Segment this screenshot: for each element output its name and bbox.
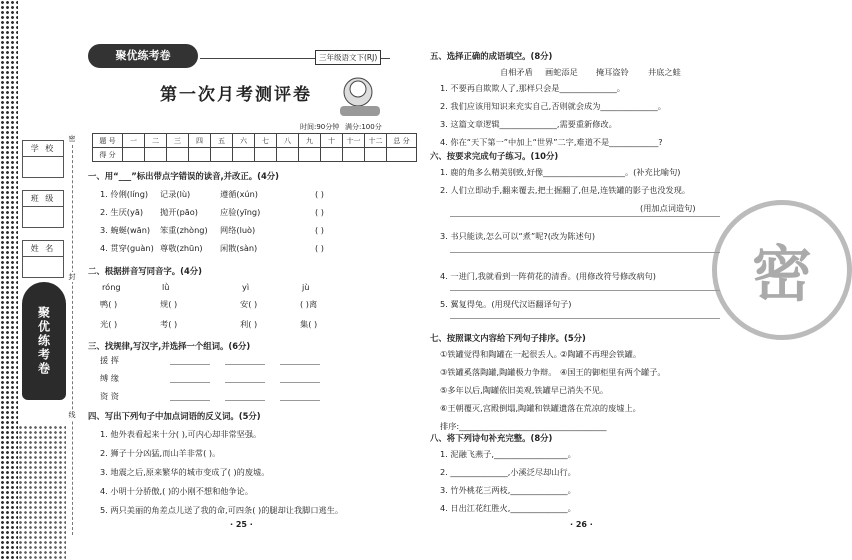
answer-line[interactable] [225, 400, 265, 401]
score-header-cell: 十 [321, 134, 343, 148]
pinyin-item: 记录(lù) [160, 189, 191, 199]
answer-line[interactable] [450, 318, 720, 319]
order-item: ①铁罐觉得和陶罐在一起很丢人。 [440, 349, 562, 359]
page-number-left: · 25 · [230, 520, 253, 529]
idiom-question: 1. 不要再自欺欺人了,那样只会是______________。 [440, 83, 625, 93]
sentence-task: 5. 翼复得兔。(用现代汉语翻译句子) [440, 299, 572, 309]
score-header-cell: 十二 [365, 134, 387, 148]
school-box [22, 140, 64, 178]
grade-label: 三年级语文下(RJ) [315, 50, 381, 65]
char-blank[interactable]: 规( ) [160, 299, 178, 309]
section-8-title: 八、将下列诗句补充完整。(8分) [430, 433, 553, 443]
order-item: ③铁罐奚落陶罐,陶罐极力争辩。 [440, 367, 557, 377]
sentence-item: 2. 狮子十分凶猛,而山羊非常( )。 [100, 448, 221, 458]
section-3-title: 三、找规律,写汉字,并选择一个组词。(6分) [88, 341, 251, 351]
side-logo: 聚优练考卷 [22, 282, 66, 400]
pinyin-label: róng [102, 282, 121, 292]
class-box [22, 190, 64, 228]
name-blank[interactable] [23, 257, 63, 277]
score-header-cell: 题 号 [93, 134, 123, 148]
pinyin-item: 网络(luò) [220, 225, 256, 235]
answer-line[interactable] [450, 290, 720, 291]
score-cell[interactable] [233, 148, 255, 162]
char-pair: 援 挥 [100, 355, 119, 365]
score-header-cell: 九 [299, 134, 321, 148]
answer-line[interactable] [280, 400, 320, 401]
dot-pattern-bottom [18, 425, 66, 560]
order-item: ⑥王朝覆灭,宫殿倒塌,陶罐和铁罐遗落在荒凉的废墟上。 [440, 403, 641, 413]
pinyin-item: 尊敬(zhūn) [160, 243, 203, 253]
idiom-option: 井底之蛙 [648, 67, 681, 77]
exam-time: 时间:90分钟 [300, 123, 340, 131]
answer-line[interactable] [225, 382, 265, 383]
sentence-item: 5. 两只美丽的角差点儿送了我的命,可四条( )的腿却让我脚口逃生。 [100, 505, 344, 515]
char-pair: 资 资 [100, 391, 119, 401]
score-cell[interactable] [123, 148, 145, 162]
answer-line[interactable] [450, 216, 720, 217]
answer-line[interactable] [170, 382, 210, 383]
idiom-option: 掩耳盗铃 [596, 67, 629, 77]
answer-line[interactable] [170, 364, 210, 365]
pinyin-item: 1. 伶俐(líng) [100, 189, 149, 199]
char-blank[interactable]: 安( ) [240, 299, 258, 309]
sentence-task: 4. 一进门,我就看到一阵荷花的清香。(用修改符号修改病句) [440, 271, 656, 281]
secret-seal-stamp: 密 [712, 200, 852, 340]
page-title: 第一次月考测评卷 [160, 85, 312, 105]
score-cell[interactable] [211, 148, 233, 162]
header-logo: 聚优练考卷 [88, 44, 198, 68]
score-header-cell: 二 [145, 134, 167, 148]
sentence-task: 1. 鹿的角多么精美别致,好像____________________。(补充比喻句) [440, 167, 681, 177]
idiom-question: 3. 这篇文章逻辑______________,需要重新修改。 [440, 119, 617, 129]
score-header-cell: 七 [255, 134, 277, 148]
char-blank[interactable]: 光( ) [100, 319, 118, 329]
score-header-cell: 一 [123, 134, 145, 148]
section-4-title: 四、写出下列句子中加点词语的反义词。(5分) [88, 411, 261, 421]
idiom-question: 4. 你在“天下第一”中加上“世界”二字,难道不是____________? [440, 137, 663, 147]
answer-line[interactable] [280, 382, 320, 383]
dot-pattern-strip [0, 0, 18, 560]
score-cell[interactable] [387, 148, 417, 162]
poem-line[interactable]: 1. 泥融飞燕子,__________________。 [440, 449, 576, 459]
school-label: 学 校 [23, 141, 63, 157]
score-cell[interactable] [343, 148, 365, 162]
pinyin-item: 4. 贯穿(guàn) [100, 243, 154, 253]
score-cell[interactable] [255, 148, 277, 162]
fold-mark-1: 密 [68, 135, 76, 143]
answer-blank[interactable]: ( ) [315, 225, 324, 235]
section-2-title: 二、根据拼音写同音字。(4分) [88, 266, 202, 276]
poem-line[interactable]: 3. 竹外桃花三两枝,______________。 [440, 485, 576, 495]
score-row-label: 得 分 [93, 148, 123, 162]
fold-mark-2: 封 [68, 273, 76, 281]
char-blank[interactable]: 考( ) [160, 319, 178, 329]
idiom-option: 画蛇添足 [545, 67, 578, 77]
score-header-cell: 五 [211, 134, 233, 148]
cartoon-illustration [330, 72, 385, 122]
answer-line[interactable] [280, 364, 320, 365]
answer-line[interactable] [450, 252, 720, 253]
char-blank[interactable]: ( )离 [300, 299, 318, 309]
pinyin-label: yì [242, 282, 250, 292]
school-blank[interactable] [23, 157, 63, 177]
score-header-cell: 总 分 [387, 134, 417, 148]
idiom-option: 自相矛盾 [500, 67, 533, 77]
score-cell[interactable] [145, 148, 167, 162]
sentence-item: 1. 他外表看起来十分( ),可内心却非常坚强。 [100, 429, 262, 439]
name-box [22, 240, 64, 278]
pinyin-item: 3. 蜿蜒(wān) [100, 225, 151, 235]
pinyin-item: 闲散(sàn) [220, 243, 258, 253]
sentence-item: 4. 小明十分骄傲,( )的小刚不想和他争论。 [100, 486, 254, 496]
score-header-cell: 六 [233, 134, 255, 148]
score-cell[interactable] [189, 148, 211, 162]
order-item: ④国王的御柜里有两个罐子。 [560, 367, 666, 377]
char-blank[interactable]: 集( ) [300, 319, 318, 329]
score-header-cell: 十一 [343, 134, 365, 148]
score-cell[interactable] [167, 148, 189, 162]
score-cell[interactable] [321, 148, 343, 162]
exam-full-score: 满分:100分 [345, 123, 382, 131]
pinyin-item: 遵循(xún) [220, 189, 258, 199]
fold-line [72, 135, 73, 535]
score-header-cell: 四 [189, 134, 211, 148]
section-5-title: 五、选择正确的成语填空。(8分) [430, 51, 553, 61]
pinyin-item: 2. 生厌(yā) [100, 207, 144, 217]
pinyin-label: jù [302, 282, 310, 292]
class-blank[interactable] [23, 207, 63, 227]
pinyin-item: 应验(yīng) [220, 207, 261, 217]
sentence-task: 3. 书只能读,怎么可以“煮”呢?(改为陈述句) [440, 231, 596, 241]
pinyin-label: lǜ [162, 282, 170, 292]
sentence-task: (用加点词造句) [640, 203, 696, 213]
idiom-question: 2. 我们应该用知识来充实自己,否则就会成为______________。 [440, 101, 666, 111]
section-1-title: 一、用“___”标出带点字错误的读音,并改正。(4分) [88, 171, 279, 181]
order-item: ⑤多年以后,陶罐依旧美观,铁罐早已消失不见。 [440, 385, 609, 395]
order-item[interactable]: 排序:____________________________________ [440, 421, 607, 431]
pinyin-item: 笨重(zhòng) [160, 225, 208, 235]
poem-line[interactable]: 4. 日出江花红胜火,______________。 [440, 503, 576, 513]
name-label: 姓 名 [23, 241, 63, 257]
order-item: ②陶罐不再理会铁罐。 [560, 349, 642, 359]
answer-line[interactable] [225, 364, 265, 365]
char-pair: 缚 缘 [100, 373, 119, 383]
score-header-cell: 三 [167, 134, 189, 148]
poem-line[interactable]: 2. ______________,小溪泛尽却山行。 [440, 467, 576, 477]
page-number-right: · 26 · [570, 520, 593, 529]
section-7-title: 七、按照课文内容给下列句子排序。(5分) [430, 333, 586, 343]
answer-blank[interactable]: ( ) [315, 207, 324, 217]
char-blank[interactable]: 鸭( ) [100, 299, 118, 309]
section-6-title: 六、按要求完成句子练习。(10分) [430, 151, 559, 161]
pinyin-item: 抛开(pāo) [160, 207, 198, 217]
score-cell[interactable] [277, 148, 299, 162]
sentence-task: 2. 人们立即动手,翻来覆去,把土掘翻了,但是,连铁罐的影子也没发现。 [440, 185, 691, 195]
score-cell[interactable] [299, 148, 321, 162]
class-label: 班 级 [23, 191, 63, 207]
sentence-item: 3. 地震之后,原来繁华的城市变成了( )的废墟。 [100, 467, 270, 477]
char-blank[interactable]: 利( ) [240, 319, 258, 329]
fold-mark-3: 线 [68, 411, 76, 419]
score-header-cell: 八 [277, 134, 299, 148]
answer-line[interactable] [170, 400, 210, 401]
score-cell[interactable] [365, 148, 387, 162]
answer-blank[interactable]: ( ) [315, 243, 324, 253]
score-table [92, 133, 417, 162]
answer-blank[interactable]: ( ) [315, 189, 324, 199]
